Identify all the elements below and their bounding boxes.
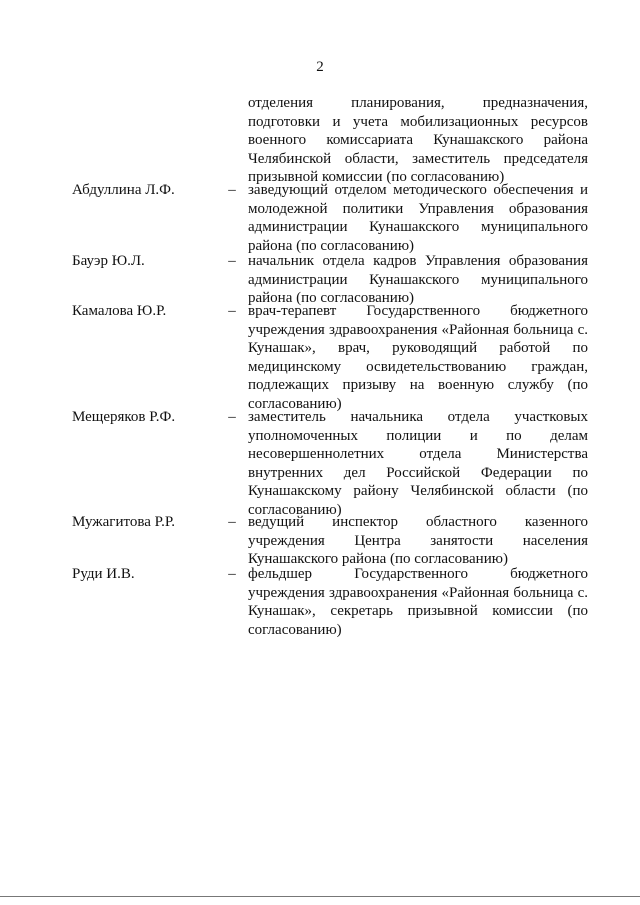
member-name: Мужагитова Р.Р. [72, 514, 176, 530]
member-name: Абдуллина Л.Ф. [72, 182, 175, 198]
member-name: Руди И.В. [72, 566, 135, 582]
page-bottom-divider [0, 896, 640, 897]
member-description: ведущий инспектор областного казенного учреждения Центра занятости населения Кунашакского района (по согласованию) [248, 514, 588, 567]
continuation-text: отделения планирования, предназначения, подготовки и учета мобилизационных ресурсов военного комиссариата Кунашакского района Челябинской области, заместитель председателя призывной комиссии (по согласованию) [248, 95, 588, 185]
member-name: Бауэр Ю.Л. [72, 253, 145, 269]
page-number: 2 [316, 59, 324, 75]
member-description: фельдшер Государственного бюджетного учреждения здравоохранения «Районная больница с. Кунашак», секретарь призывной комиссии (по согласованию) [248, 566, 588, 638]
member-description: заместитель начальника отдела участковых уполномоченных полиции и по делам несовершеннолетних отдела Министерства внутренних дел Российской Федерации по Кунашакскому району Челябинской области (по согласованию) [248, 409, 588, 518]
member-description: врач-терапевт Государственного бюджетного учреждения здравоохранения «Районная больница с. Кунашак», врач, руководящий работой по медицинскому освидетельствованию граждан, подлежащих призыву на военную службу (по согласованию) [248, 303, 588, 412]
member-name: Мещеряков Р.Ф. [72, 409, 176, 425]
dash: – [228, 566, 236, 582]
member-description: заведующий отделом методического обеспечения и молодежной политики Управления образования администрации Кунашакского муниципального района (по согласованию) [248, 182, 588, 254]
dash: – [228, 253, 236, 269]
member-name: Камалова Ю.Р. [72, 303, 167, 319]
dash: – [228, 514, 236, 530]
dash: – [228, 182, 236, 198]
dash: – [228, 303, 236, 319]
member-description: начальник отдела кадров Управления образования администрации Кунашакского муниципального района (по согласованию) [248, 253, 588, 306]
dash: – [228, 409, 236, 425]
